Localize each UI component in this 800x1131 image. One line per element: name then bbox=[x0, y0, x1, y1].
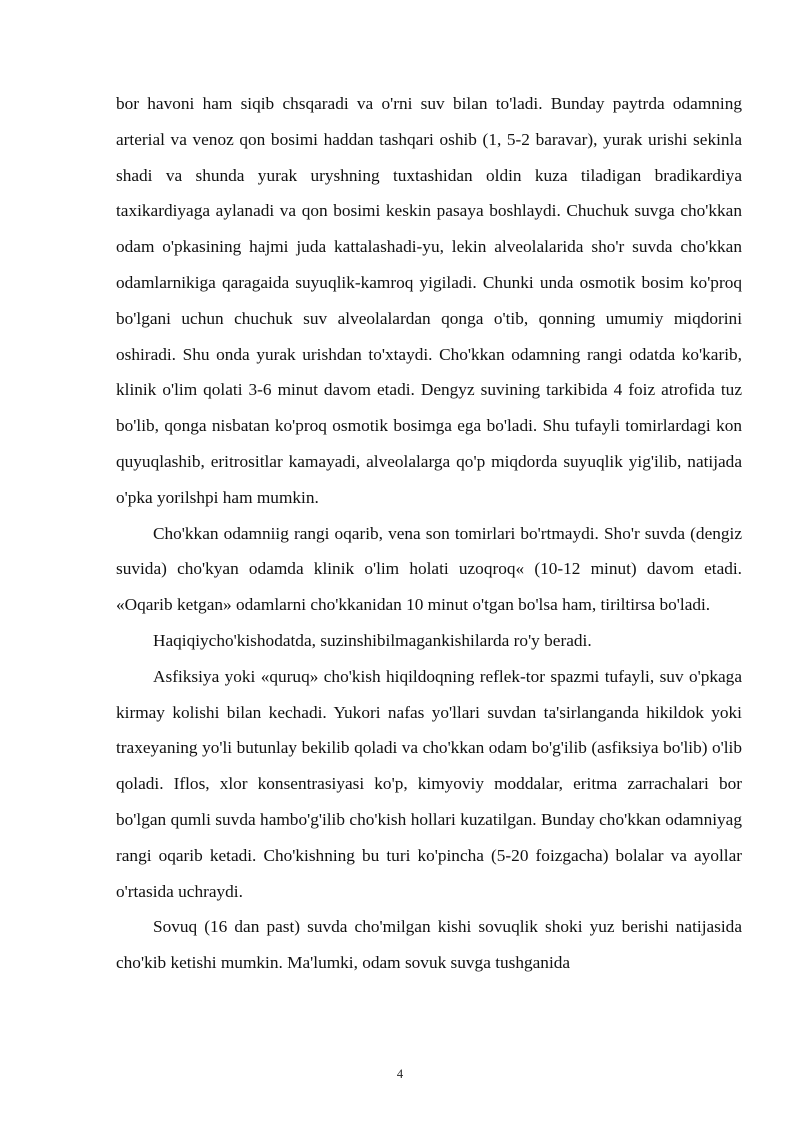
paragraph-1: bor havoni ham siqib chsqaradi va o'rni suv bilan to'ladi. Bunday paytrda odamning arterial va venoz qon bosimi haddan tashqari oshib (1, 5-2 baravar), yurak urishi sekinla shadi va shunda yurak uryshning tuxtashidan oldin kuza tiladigan bradikardiya taxikardiyaga aylanadi va qon bosimi keskin pasaya boshlaydi. Chuchuk suvga cho'kkan odam o'pkasining hajmi juda kattalashadi-yu, lekin alveolalarida sho'r suvda cho'kkan odamlarnikiga qaragaida suyuqlik-kamroq yigiladi. Chunki unda osmotik bosim ko'proq bo'lgani uchun chuchuk suv alveolalardan qonga o'tib, qonning umumiy miqdorini oshiradi. Shu onda yurak urishdan to'xtaydi. Cho'kkan odamning rangi odatda ko'karib, klinik o'lim qolati 3-6 minut davom etadi. Dengyz suvining tarkibida 4 foiz atrofida tuz bo'lib, qonga nisbatan ko'proq osmotik bosimga ega bo'ladi. Shu tufayli tomirlardagi kon quyuqlashib, eritrositlar kamayadi, alveolalarga qo'p miqdorda suyuqlik yig'ilib, natijada o'pka yorilshpi ham mumkin. bbox=[116, 94, 742, 507]
paragraph-5: Sovuq (16 dan past) suvda cho'milgan kishi sovuqlik shoki yuz berishi natijasida cho'kib ketishi mumkin. Ma'lumki, odam sovuk suvga tushganida bbox=[116, 917, 742, 973]
paragraph-2: Cho'kkan odamniig rangi oqarib, vena son tomirlari bo'rtmaydi. Sho'r suvda (dengiz suvida) cho'kyan odamda klinik o'lim holati uzoqroq« (10-12 minut) davom etadi. «Oqarib ketgan» odamlarni cho'kkanidan 10 minut o'tgan bo'lsa ham, tiriltirsa bo'ladi. bbox=[116, 523, 742, 615]
paragraph-3: Haqiqiycho'kishodatda, suzinshibilmagankishilarda ro'y beradi. bbox=[153, 630, 592, 650]
paragraph-4: Asfiksiya yoki «quruq» cho'kish hiqildoqning reflek-tor spazmi tufayli, suv o'pkaga kirmay kolishi bilan kechadi. Yukori nafas yo'llari suvdan ta'sirlanganda hikildok yoki traxeyaning yo'li butunlay bekilib qoladi va cho'kkan odam bo'g'ilib (asfiksiya bo'lib) o'lib qoladi. Iflos, xlor konsentrasiyasi ko'p, kimyoviy moddalar, eritma zarrachalari bor bo'lgan qumli suvda hambo'g'ilib cho'kish hollari kuzatilgan. Bunday cho'kkan odamniyag rangi oqarib ketadi. Cho'kishning bu turi ko'pincha (5-20 foizgacha) bolalar va ayollar o'rtasida uchraydi. bbox=[116, 666, 742, 901]
page-number: 4 bbox=[396, 1067, 404, 1081]
body-text bbox=[116, 86, 742, 981]
